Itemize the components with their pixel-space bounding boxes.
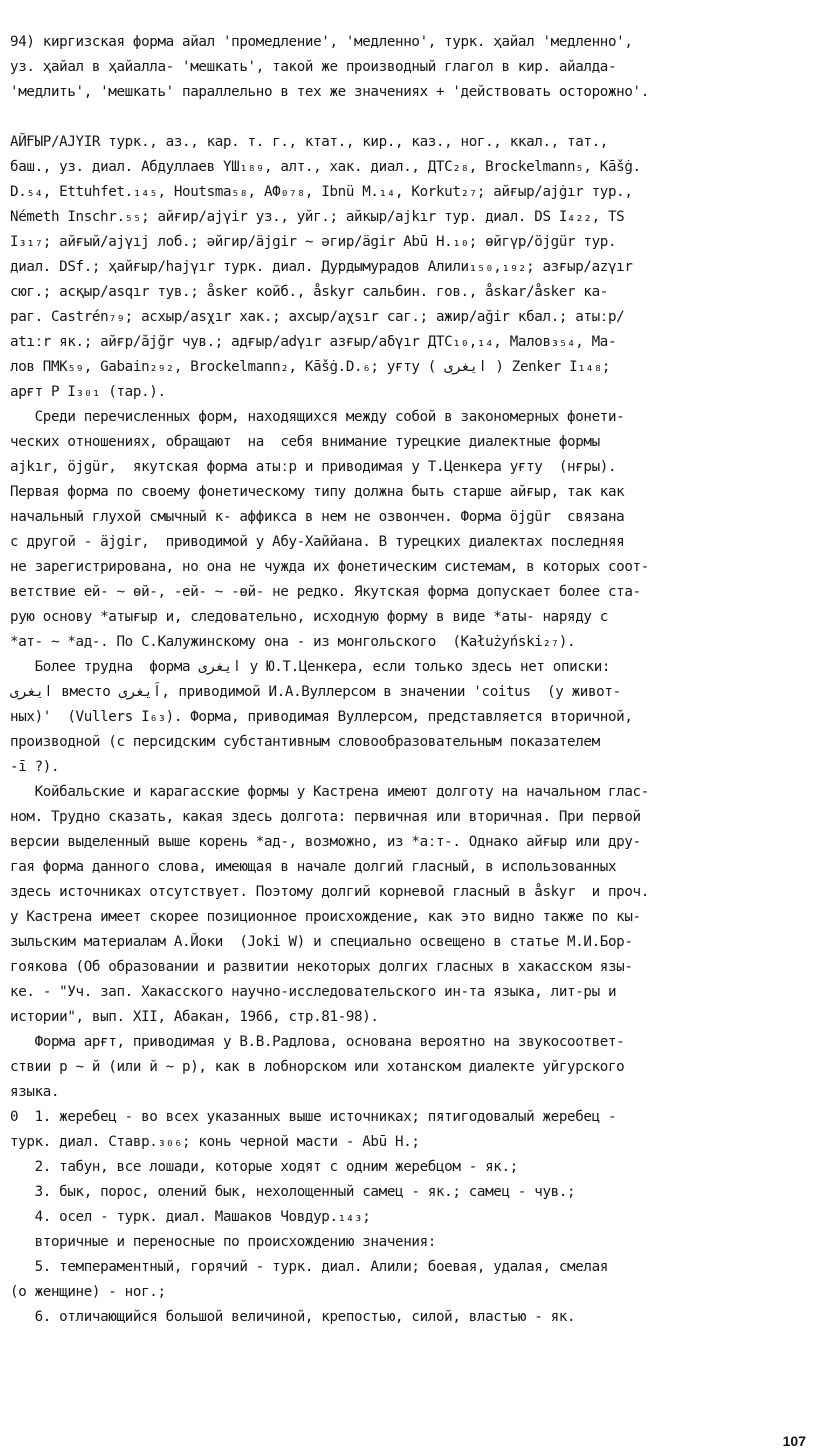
meaning-line: вторичные и переносные по происхождению значения:	[10, 1234, 436, 1250]
text-line: производной (с персидским субстантивным словообразовательным показателем	[10, 734, 600, 750]
text-line: -ī ?).	[10, 759, 60, 775]
text-line: ке. - "Уч. зап. Хакасского научно-исследовательского ин-та языка, лит-ры и	[10, 984, 617, 1000]
text-line: истории", вып. XII, Абакан, 1966, стр.81-98).	[10, 1009, 379, 1025]
text-line: гая форма данного слова, имеющая в начале долгий гласный, в использованных	[10, 859, 617, 875]
text-line: *ат- ~ *ад-. По С.Калужинскому она - из монгольского (Kałużyński₂₇).	[10, 634, 576, 650]
text-line: I₃₁₇; айғый/ajγıj лоб.; әйгир/äjgir ~ әгир/ägir Abū H.₁₀; өйгүр/öjgür тур.	[10, 234, 617, 250]
text-line: Németh Inschr.₅₅; айғир/ajγir уз., уйг.; айкыр/ajkır тур. диал. DS I₄₂₂, TS	[10, 209, 625, 225]
text-line: ческих отношениях, обращают на себя внимание турецкие диалектные формы	[10, 434, 600, 450]
text-line: у Кастрена имеет скорее позиционное происхождение, как это видно также по кы-	[10, 909, 641, 925]
text-line: лов ПМК₅₉, Gabain₂₉₂, Brockelmann₂, Kāšġ.D.₆; уғту ( ایغری ) Zenker I₁₄₈;	[10, 359, 611, 375]
entry-heading-line: АЙҒЫР/AJYIR турк., аз., кар. т. г., ктат., кир., каз., ног., ккал., тат.,	[10, 134, 608, 150]
text-line: баш., уз. диал. Абдуллаев ҮШ₁₈₉, алт., хак. диал., ДТС₂₈, Brockelmann₅, Kāšġ.	[10, 159, 641, 175]
meaning-line: 0 1. жеребец - во всех указанных выше источниках; пятигодовалый жеребец -	[10, 1109, 617, 1125]
meaning-line: (о женщине) - ног.;	[10, 1284, 166, 1300]
text-line: Среди перечисленных форм, находящихся между собой в закономерных фонети-	[10, 409, 625, 425]
meaning-line: 3. бык, порос, олений бык, нехолощенный самец - як.; самец - чув.;	[10, 1184, 576, 1200]
text-line: начальный глухой смычный к- аффикса в нем не озвончен. Форма öjgür связана	[10, 509, 625, 525]
text-line: ветствие ей- ~ өй-, -ей- ~ -өй- не редко. Якутская форма допускает более ста-	[10, 584, 641, 600]
text-line: ایغری вместо اَیغری, приводимой И.А.Вуллерсом в значении 'coitus (у живот-	[10, 684, 621, 700]
text-line: с другой - äjgir, приводимой у Абу-Хаййана. В турецких диалектах последняя	[10, 534, 625, 550]
text-line: D.₅₄, Ettuhfet.₁₄₅, Houtsma₅₈, АФ₀₇₈, Ibnü M.₁₄, Korkut₂₇; айғыр/ajġır тур.,	[10, 184, 633, 200]
text-line: гоякова (Об образовании и развитии некоторых долгих гласных в хакасском язы-	[10, 959, 633, 975]
text-line: сюг.; асқыр/asqır тув.; åsker койб., åskyr сальбин. гов., åskar/åsker ка-	[10, 284, 608, 300]
text-line: версии выделенный выше корень *ад-, возможно, из *аːт-. Однако айғыр или дру-	[10, 834, 641, 850]
text-line: Койбальские и карагасские формы у Кастрена имеют долготу на начальном глас-	[10, 784, 649, 800]
text-line: зыльским материалам А.Йоки (Joki W) и специально освещено в статье М.И.Бор-	[10, 934, 633, 950]
text-line: Первая форма по своему фонетическому типу должна быть старше айғыр, так как	[10, 484, 625, 500]
meaning-line: турк. диал. Ставр.₃₀₆; конь черной масти - Abū H.;	[10, 1134, 420, 1150]
text-line: не зарегистрирована, но она не чужда их фонетическим системам, в которых соот-	[10, 559, 649, 575]
meaning-line: 5. темпераментный, горячий - турк. диал. Алили; боевая, удалая, смелая	[10, 1259, 608, 1275]
text-line: диал. DSf.; ҳайғыр/hajγır турк. диал. Дурдымурадов Алили₁₅₀,₁₉₂; азғыр/azγır	[10, 259, 633, 275]
text-line: atıːr як.; айғр/ăjğr чув.; адғыр/adγır азғыр/aδγır ДТС₁₀,₁₄, Малов₃₅₄, Ма-	[10, 334, 617, 350]
text-line: здесь источниках отсутствует. Поэтому долгий корневой гласный в åskyr и проч.	[10, 884, 649, 900]
text-line: 94) киргизская форма айал 'промедление', 'медленно', турк. ҳайал 'медленно',	[10, 34, 633, 50]
text-line: ном. Трудно сказать, какая здесь долгота: первичная или вторичная. При первой	[10, 809, 641, 825]
meaning-line: 2. табун, все лошади, которые ходят с одним жеребцом - як.;	[10, 1159, 518, 1175]
meaning-line: 6. отличающийся большой величиной, крепостью, силой, властью - як.	[10, 1309, 576, 1325]
text-line: уз. ҳайал в ҳайалла- 'мешкать', такой же производный глагол в кир. айалда-	[10, 59, 617, 75]
text-line: раг. Castrén₇₉; асхыр/asχır хак.; ахсыр/aχsır саг.; ажир/ağir кбал.; атыːр/	[10, 309, 625, 325]
text-line: ствии р ~ й (или й ~ р), как в лобнорском или хотанском диалекте уйгурского	[10, 1059, 625, 1075]
text-line: рую основу *атығыр и, следовательно, исходную форму в виде *аты- наряду с	[10, 609, 608, 625]
meaning-line: 4. осел - турк. диал. Машаков Човдур.₁₄₃;	[10, 1209, 371, 1225]
page-number: 107	[782, 1433, 806, 1449]
text-line: 'медлить', 'мешкать' параллельно в тех же значениях + 'действовать осторожно'.	[10, 84, 649, 100]
text-line: ajkır, öjgür, якутская форма атыːр и приводимая у Т.Ценкера уғту (нғры).	[10, 459, 617, 475]
text-line: арғт Р I₃₀₁ (тар.).	[10, 384, 166, 400]
text-line: ных)' (Vullers I₆₃). Форма, приводимая Вуллерсом, представляется вторичной,	[10, 709, 633, 725]
text-line: языка.	[10, 1084, 60, 1100]
text-line: Более трудна форма ایغری у Ю.Т.Ценкера, если только здесь нет описки:	[10, 659, 611, 675]
text-line: Форма арғт, приводимая у В.В.Радлова, основана вероятно на звукосоответ-	[10, 1034, 625, 1050]
